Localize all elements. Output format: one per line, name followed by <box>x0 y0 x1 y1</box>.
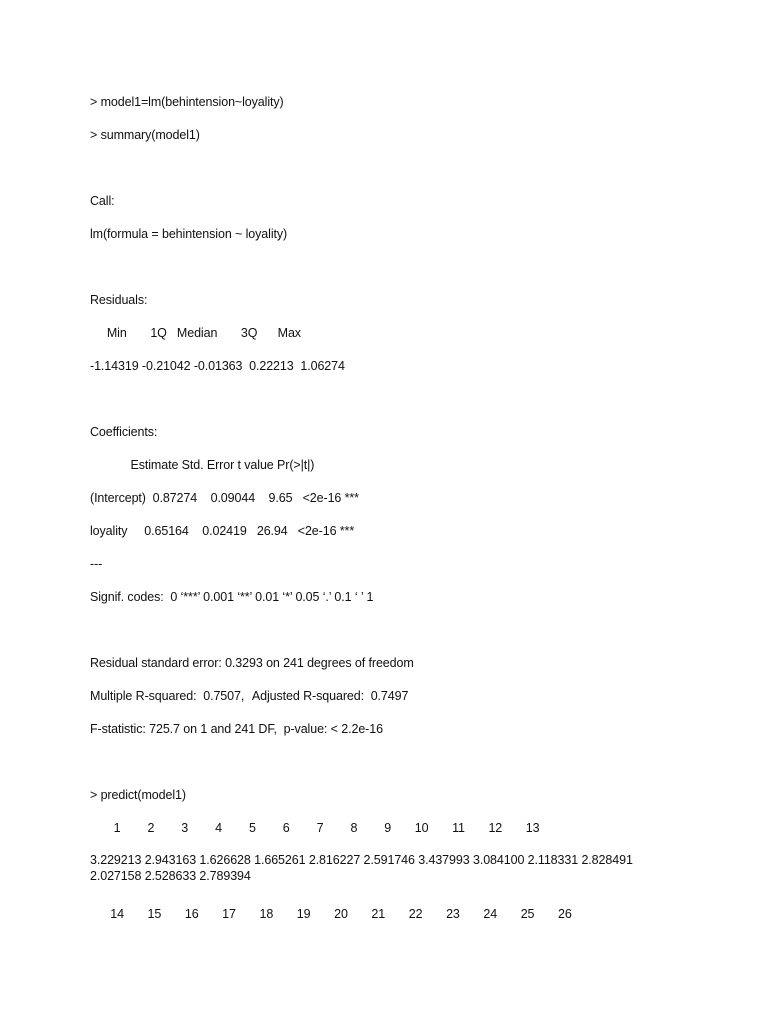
summary-command-line: > summary(model1) <box>90 128 200 142</box>
f-statistic-line: F-statistic: 725.7 on 1 and 241 DF, p-value: < 2.2e-16 <box>90 722 383 736</box>
predict-command-line: > predict(model1) <box>90 788 186 802</box>
call-formula-line: lm(formula = behintension ~ loyality) <box>90 227 288 241</box>
residuals-values-row: -1.14319 -0.21042 -0.01363 0.22213 1.06274 <box>90 359 345 373</box>
call-heading: Call: <box>90 194 115 208</box>
signif-codes-line: Signif. codes: 0 ‘***’ 0.001 ‘**’ 0.01 ‘*’ 0.05 ‘.’ 0.1 ‘ ’ 1 <box>90 590 374 604</box>
coefficients-header-row: Estimate Std. Error t value Pr(>|t|) <box>90 458 315 472</box>
residuals-heading: Residuals: <box>90 293 148 307</box>
coefficients-loyality-row: loyality 0.65164 0.02419 26.94 <2e-16 *** <box>90 524 355 538</box>
residual-std-error-line: Residual standard error: 0.3293 on 241 degrees of freedom <box>90 656 414 670</box>
r-squared-line: Multiple R-squared: 0.7507, Adjusted R-squared: 0.7497 <box>90 689 409 703</box>
predict-values-row-1: 3.229213 2.943163 1.626628 1.665261 2.816227 2.591746 3.437993 3.084100 2.118331 2.828491 2.027158 2.528633 2.789394 <box>90 853 633 883</box>
predict-index-row-1: 1 2 3 4 5 6 7 8 9 10 11 12 13 <box>90 821 540 835</box>
residuals-header-row: Min 1Q Median 3Q Max <box>90 326 301 340</box>
model-assignment-line: > model1=lm(behintension~loyality) <box>90 95 284 109</box>
coefficients-heading: Coefficients: <box>90 425 158 439</box>
coefficients-intercept-row: (Intercept) 0.87274 0.09044 9.65 <2e-16 *** <box>90 491 359 505</box>
separator-line: --- <box>90 557 103 571</box>
predict-index-row-2: 14 15 16 17 18 19 20 21 22 23 24 25 26 <box>90 907 572 921</box>
